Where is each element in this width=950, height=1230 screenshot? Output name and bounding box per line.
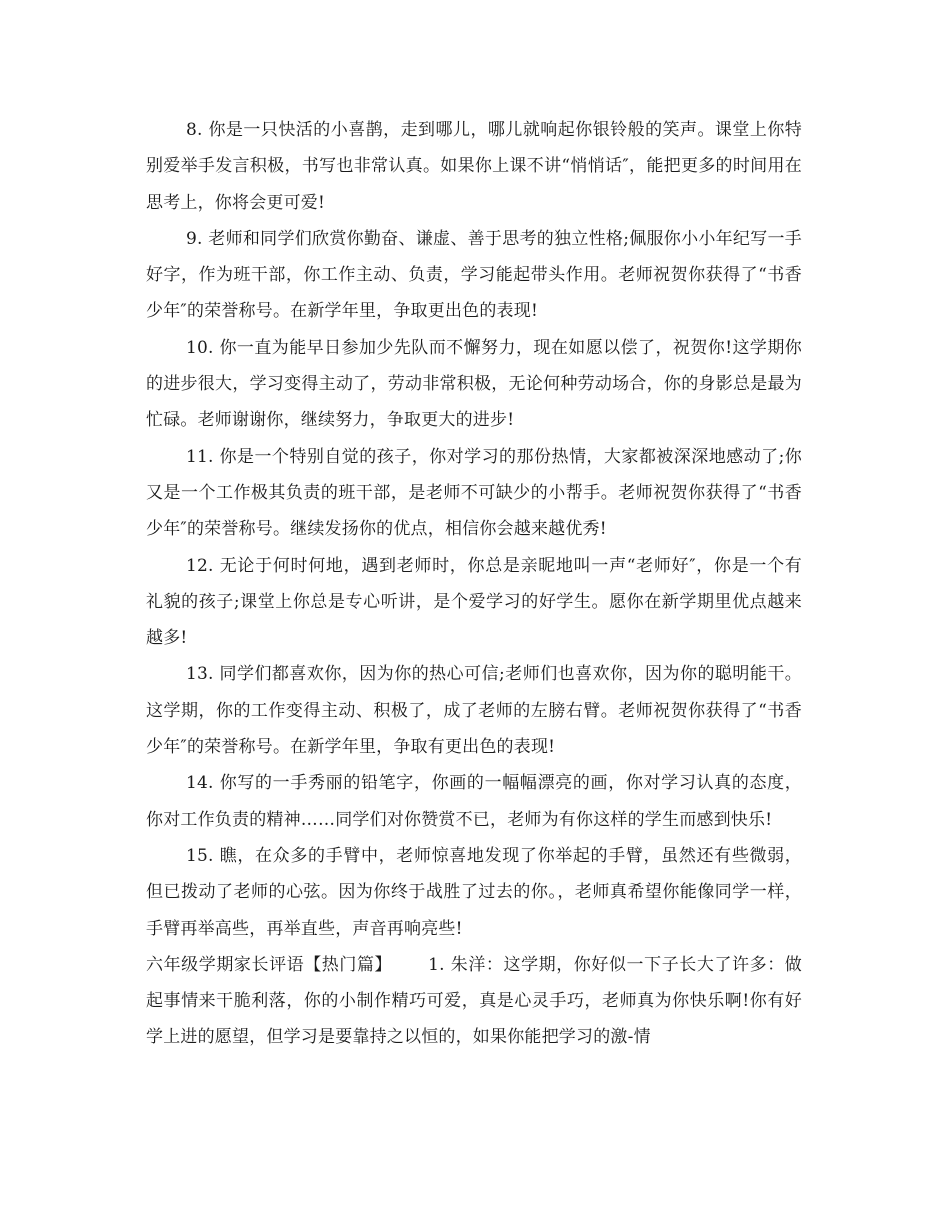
comment-paragraph-13: 13. 同学们都喜欢你，因为你的热心可信;老师们也喜欢你，因为你的聪明能干。这学期，你的工作变得主动、积极了，成了老师的左膀右臂。老师祝贺你获得了“书香少年″的荣誉称号。在新学年里，争取有更出色的表现! [146, 664, 802, 758]
comment-paragraph-9: 9. 老师和同学们欣赏你勤奋、谦虚、善于思考的独立性格;佩服你小小年纪写一手好字，作为班干部，你工作主动、负责，学习能起带头作用。老师祝贺你获得了“书香少年″的荣誉称号。在新学年里，争取更出色的表现! [146, 228, 802, 322]
section-heading: 六年级学期家长评语【热门篇】 [146, 954, 393, 975]
comment-paragraph-8: 8. 你是一只快活的小喜鹊，走到哪儿，哪儿就响起你银铃般的笑声。课堂上你特别爱举手发言积极，书写也非常认真。如果你上课不讲“悄悄话″，能把更多的时间用在思考上，你将会更可爱! [146, 120, 802, 213]
section-first-item: 1. 朱洋：这学期，你好似一下子长大了许多：做起事情来干脆利落，你的小制作精巧可爱，真是心灵手巧，老师真为你快乐啊!你有好学上进的愿望，但学习是要靠持之以恒的，如果你能把学习的激-情 [146, 954, 802, 1048]
comment-paragraph-15: 15. 瞧，在众多的手臂中，老师惊喜地发现了你举起的手臂，虽然还有些微弱，但已拨动了老师的心弦。因为你终于战胜了过去的你。，老师真希望你能像同学一样，手臂再举高些，再举直些，声音再响亮些! [146, 845, 802, 939]
comment-paragraph-10: 10. 你一直为能早日参加少先队而不懈努力，现在如愿以偿了，祝贺你!这学期你的进步很大，学习变得主动了，劳动非常积极，无论何种劳动场合，你的身影总是最为忙碌。老师谢谢你，继续努力，争取更大的进步! [146, 337, 802, 431]
section-paragraph [146, 947, 802, 1056]
comment-paragraph-14: 14. 你写的一手秀丽的铅笔字，你画的一幅幅漂亮的画，你对学习认真的态度，你对工作负责的精神……同学们对你赞赏不已，老师为有你这样的学生而感到快乐! [146, 773, 802, 830]
comment-paragraph-11: 11. 你是一个特别自觉的孩子，你对学习的那份热情，大家都被深深地感动了;你又是一个工作极其负责的班干部，是老师不可缺少的小帮手。老师祝贺你获得了“书香少年″的荣誉称号。继续发扬你的优点，相信你会越来越优秀! [146, 446, 802, 540]
document-page [146, 112, 802, 1056]
comment-paragraph-12: 12. 无论于何时何地，遇到老师时，你总是亲昵地叫一声“老师好″，你是一个有礼貌的孩子;课堂上你总是专心听讲，是个爱学习的好学生。愿你在新学期里优点越来越多! [146, 555, 802, 649]
